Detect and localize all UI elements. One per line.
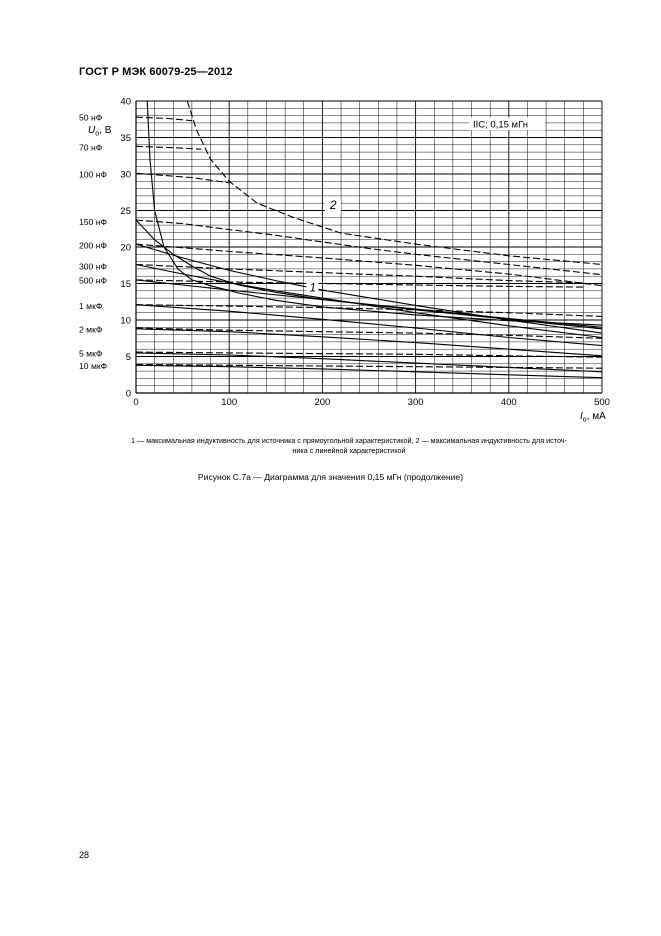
capacitance-label: 500 нФ: [79, 275, 108, 286]
chart: [0, 0, 661, 440]
y-tick-label: 40: [120, 96, 131, 108]
labels: [79, 97, 610, 424]
capacitance-curve-dash: [136, 328, 602, 338]
capacitance-curve-dash: [136, 117, 192, 121]
y-tick-label: 35: [120, 133, 131, 144]
y-tick-label: 5: [125, 352, 131, 363]
capacitance-label: 2 мкФ: [79, 324, 103, 335]
capacitance-label: 200 нФ: [79, 240, 108, 251]
y-tick-label: 20: [120, 242, 131, 254]
caption-line-2: ника с линейной характеристикой: [292, 446, 406, 455]
y-tick-label: 10: [120, 315, 131, 327]
y-tick-label: 15: [120, 279, 131, 290]
curve-1: [147, 101, 602, 325]
y-tick-label: 0: [125, 388, 131, 400]
y-tick-label: 25: [120, 206, 131, 217]
x-tick-label: 200: [314, 397, 331, 408]
x-tick-label: 300: [407, 397, 424, 408]
figure-caption: [79, 436, 619, 456]
x-tick-label: 500: [594, 397, 610, 408]
capacitance-label: 150 нФ: [79, 216, 108, 227]
y-axis-title: $U_o$, В: [88, 125, 112, 138]
caption-line-1: 1 — максимальная индуктивность для источника с прямоугольной характеристикой, 2 — максимальная индуктивность для источ-: [131, 436, 567, 445]
series-group: [136, 101, 602, 378]
x-axis-title: $I_o$, мА: [580, 411, 606, 424]
y-tick-label: 30: [120, 169, 131, 181]
document-header: ГОСТ Р МЭК 60079-25—2012: [79, 66, 233, 78]
annotation-label: IIC; 0,15 мГн: [473, 119, 528, 131]
capacitance-curve-dash: [136, 244, 602, 286]
capacitance-label: 50 нФ: [79, 112, 103, 123]
capacitance-label: 70 нФ: [79, 142, 103, 153]
capacitance-label: 300 нФ: [79, 261, 108, 272]
curve-label-1: 1: [309, 280, 317, 295]
x-tick-label: 100: [221, 397, 238, 408]
x-tick-label: 0: [133, 397, 139, 408]
capacitance-label: 1 мкФ: [79, 300, 103, 311]
capacitance-label: 100 нФ: [79, 169, 108, 180]
capacitance-curve-dash: [136, 146, 201, 149]
capacitance-label: 5 мкФ: [79, 348, 103, 359]
grid: [136, 101, 602, 393]
figure-title: Рисунок С.7а — Диаграмма для значения 0,15 мГн (продолжение): [197, 472, 464, 482]
capacitance-curve-solid: [136, 265, 602, 338]
x-tick-label: 400: [500, 397, 517, 408]
page-number: 28: [79, 850, 90, 860]
curve-label-2: 2: [329, 198, 337, 213]
capacitance-label: 10 мкФ: [79, 360, 108, 371]
